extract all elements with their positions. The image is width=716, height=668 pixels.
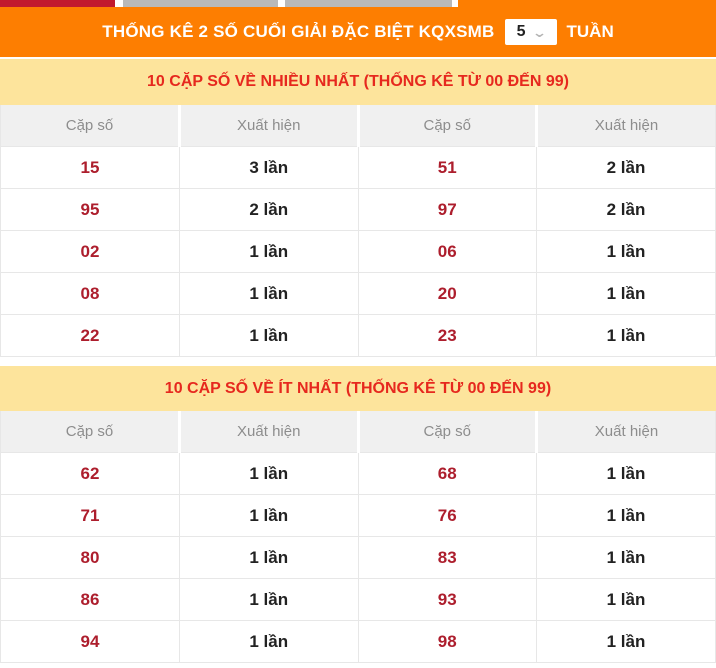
pair-number-cell: 51 xyxy=(358,147,537,189)
column-header: Xuất hiện xyxy=(537,411,716,453)
occurrence-cell: 1 lần xyxy=(180,315,359,357)
column-header: Cặp số xyxy=(358,105,537,147)
occurrence-cell: 1 lần xyxy=(180,537,359,579)
pair-number-cell: 02 xyxy=(1,231,180,273)
least-frequent-table xyxy=(0,411,716,663)
pair-number-cell: 15 xyxy=(1,147,180,189)
occurrence-cell: 1 lần xyxy=(537,537,716,579)
occurrence-cell: 1 lần xyxy=(537,231,716,273)
pair-number-cell: 06 xyxy=(358,231,537,273)
occurrence-cell: 1 lần xyxy=(537,315,716,357)
weeks-select-value: 5 xyxy=(516,23,526,40)
column-header: Cặp số xyxy=(1,105,180,147)
tab-gap xyxy=(115,0,123,7)
occurrence-cell: 1 lần xyxy=(180,621,359,663)
table-row xyxy=(1,231,715,273)
spacer xyxy=(0,357,716,366)
tab-gap xyxy=(278,0,285,7)
occurrence-cell: 1 lần xyxy=(180,495,359,537)
section-banner-least xyxy=(0,366,716,411)
pair-number-cell: 98 xyxy=(358,621,537,663)
occurrence-cell: 1 lần xyxy=(537,621,716,663)
occurrence-cell: 3 lần xyxy=(180,147,359,189)
pair-number-cell: 23 xyxy=(358,315,537,357)
occurrence-cell: 2 lần xyxy=(537,147,716,189)
pair-number-cell: 80 xyxy=(1,537,180,579)
occurrence-cell: 2 lần xyxy=(537,189,716,231)
tab-active[interactable] xyxy=(0,0,115,7)
table-row xyxy=(1,579,715,621)
table-row xyxy=(1,621,715,663)
table-header xyxy=(1,411,715,453)
pair-number-cell: 95 xyxy=(1,189,180,231)
table-row xyxy=(1,273,715,315)
occurrence-cell: 1 lần xyxy=(537,579,716,621)
pair-number-cell: 94 xyxy=(1,621,180,663)
table-row xyxy=(1,147,715,189)
statistics-header xyxy=(0,7,716,57)
pair-number-cell: 97 xyxy=(358,189,537,231)
pair-number-cell: 93 xyxy=(358,579,537,621)
section-title: 10 CẶP SỐ VỀ ÍT NHẤT (THỐNG KÊ TỪ 00 ĐẾN 99) xyxy=(164,379,552,397)
section-banner-most xyxy=(0,59,716,105)
occurrence-cell: 1 lần xyxy=(537,453,716,495)
most-frequent-table xyxy=(0,105,716,357)
chevron-down-icon: ⌄ xyxy=(531,24,547,40)
tab-strip xyxy=(0,0,716,7)
column-header: Xuất hiện xyxy=(180,105,359,147)
occurrence-cell: 1 lần xyxy=(180,273,359,315)
table-header xyxy=(1,105,715,147)
section-title: 10 CẶP SỐ VỀ NHIỀU NHẤT (THỐNG KÊ TỪ 00 ĐẾN 99) xyxy=(147,73,569,90)
occurrence-cell: 2 lần xyxy=(180,189,359,231)
occurrence-cell: 1 lần xyxy=(537,495,716,537)
spacer xyxy=(0,663,716,668)
table-row xyxy=(1,315,715,357)
pair-number-cell: 68 xyxy=(358,453,537,495)
table-row xyxy=(1,537,715,579)
occurrence-cell: 1 lần xyxy=(537,273,716,315)
pair-number-cell: 22 xyxy=(1,315,180,357)
tab-inactive-2[interactable] xyxy=(285,0,452,7)
tab-strip-right xyxy=(458,0,716,7)
occurrence-cell: 1 lần xyxy=(180,231,359,273)
table-row xyxy=(1,495,715,537)
pair-number-cell: 86 xyxy=(1,579,180,621)
pair-number-cell: 71 xyxy=(1,495,180,537)
pair-number-cell: 62 xyxy=(1,453,180,495)
table-row xyxy=(1,189,715,231)
weeks-select[interactable] xyxy=(505,19,557,45)
pair-number-cell: 76 xyxy=(358,495,537,537)
column-header: Cặp số xyxy=(1,411,180,453)
pair-number-cell: 08 xyxy=(1,273,180,315)
occurrence-cell: 1 lần xyxy=(180,579,359,621)
column-header: Xuất hiện xyxy=(537,105,716,147)
table-row xyxy=(1,453,715,495)
column-header: Xuất hiện xyxy=(180,411,359,453)
page-title: THỐNG KÊ 2 SỐ CUỐI GIẢI ĐẶC BIỆT KQXSMB xyxy=(102,22,495,41)
column-header: Cặp số xyxy=(358,411,537,453)
pair-number-cell: 20 xyxy=(358,273,537,315)
pair-number-cell: 83 xyxy=(358,537,537,579)
tab-inactive-1[interactable] xyxy=(123,0,278,7)
occurrence-cell: 1 lần xyxy=(180,453,359,495)
weeks-label: TUẦN xyxy=(566,22,614,41)
